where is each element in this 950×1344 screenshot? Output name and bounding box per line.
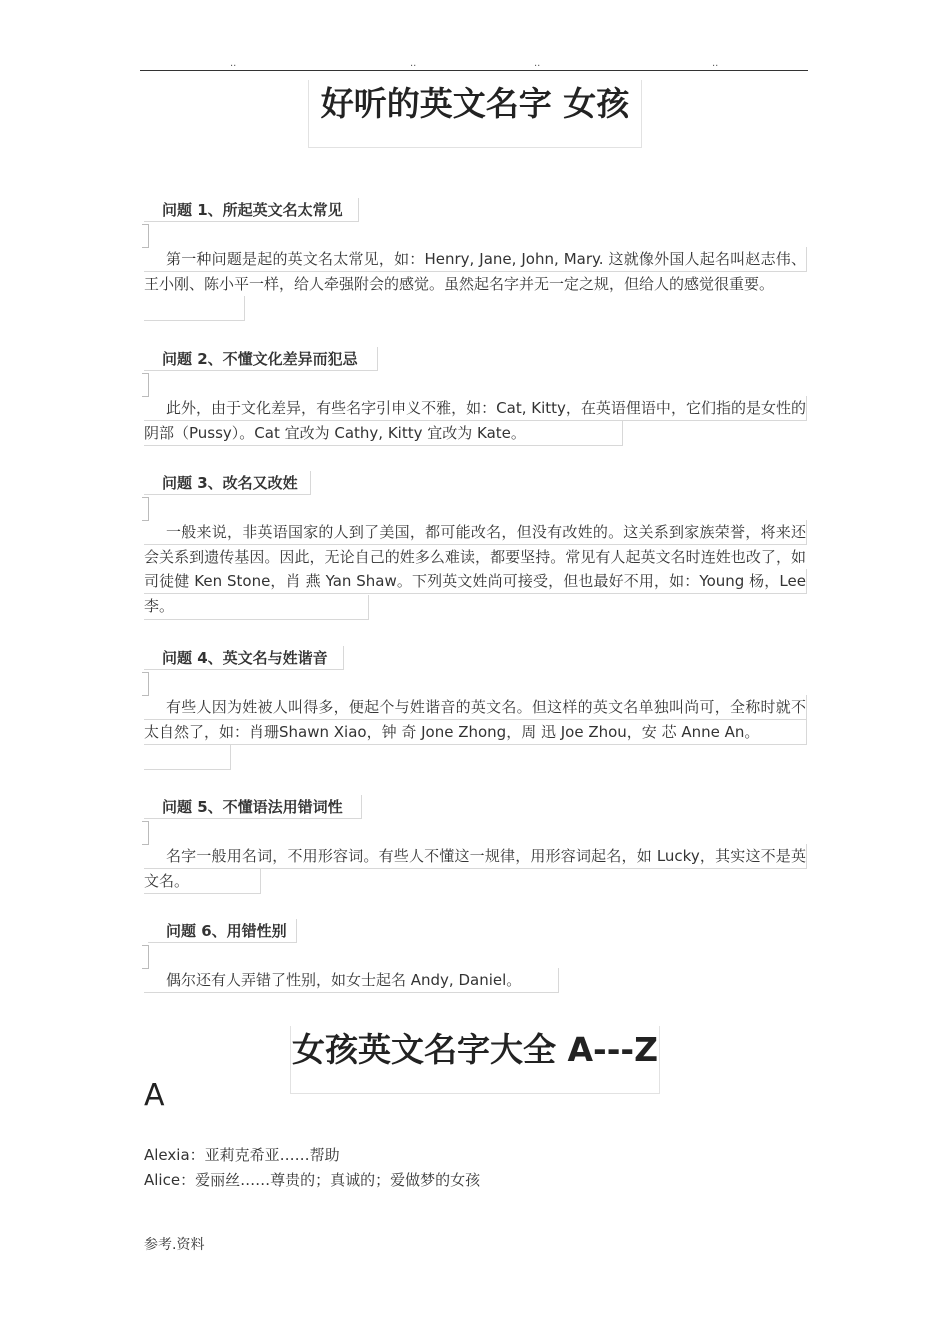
bracket-mark [142, 373, 149, 397]
page-title: 好听的英文名字 女孩 [308, 80, 642, 148]
section-body-3: 一般来说，非英语国家的人到了美国，都可能改名，但没有改姓的。这关系到家族荣誉，将来还会关系到遗传基因。因此，无论自己的姓多么难读，都要坚持。常见有人起英文名时连姓也改了，如司徒健 Ken Stone，肖 燕 Yan Shaw。下列英文姓尚可接受，但也最好不用，如：Young 杨，Lee 李。 [144, 523, 806, 615]
section-body-4: 有些人因为姓被人叫得多，便起个与姓谐音的英文名。但这样的英文名单独叫尚可，全称时就不太自然了，如：肖珊Shawn Xiao，钟 奇 Jone Zhong，周 迅 Joe Zhou，安 芯 Anne An。 [144, 698, 806, 741]
section-heading-2: 问题 2、不懂文化差异而犯忌 [144, 347, 378, 371]
section-heading-1: 问题 1、所起英文名太常见 [144, 198, 359, 222]
section-heading-5: 问题 5、不懂语法用错词性 [144, 795, 362, 819]
section-title: 女孩英文名字大全 A---Z [290, 1026, 660, 1094]
section-body-2: 此外，由于文化差异，有些名字引申义不雅，如：Cat, Kitty，在英语俚语中，它们指的是女性的阴部（Pussy）。Cat 宜改为 Cathy, Kitty 宜改为 Kate。 [144, 399, 806, 442]
page-footer: 参考.资料 [144, 1237, 205, 1253]
name-entry: Alexia：亚莉克希亚……帮助 [144, 1146, 340, 1164]
bracket-mark [142, 945, 149, 969]
header-mark: .. [410, 58, 417, 69]
bracket-mark [142, 224, 149, 248]
section-body-1: 第一种问题是起的英文名太常见，如：Henry, Jane, John, Mary. 这就像外国人起名叫赵志伟、王小刚、陈小平一样，给人牵强附会的感觉。虽然起名字并无一定之规，但给人的感觉很重要。 [144, 250, 806, 293]
section-heading-4: 问题 4、英文名与姓谐音 [144, 646, 344, 670]
header-marks [140, 58, 808, 70]
header-rule [140, 70, 808, 71]
bracket-mark [142, 672, 149, 696]
para-frame [144, 296, 245, 321]
bracket-mark [142, 497, 149, 521]
bracket-mark [142, 821, 149, 845]
header-mark: .. [534, 58, 541, 69]
para-frame [144, 745, 231, 770]
section-body-5: 名字一般用名词，不用形容词。有些人不懂这一规律，用形容词起名，如 Lucky，其实这不是英文名。 [144, 847, 806, 890]
section-body-6: 偶尔还有人弄错了性别，如女士起名 Andy, Daniel。 [166, 971, 522, 989]
header-mark: .. [712, 58, 719, 69]
section-heading-3: 问题 3、改名又改姓 [144, 471, 311, 495]
header-mark: .. [230, 58, 237, 69]
name-entry: Alice：爱丽丝……尊贵的；真诚的；爱做梦的女孩 [144, 1171, 481, 1189]
letter-heading: A [144, 1078, 165, 1113]
section-heading-6: 问题 6、用错性别 [148, 919, 297, 943]
